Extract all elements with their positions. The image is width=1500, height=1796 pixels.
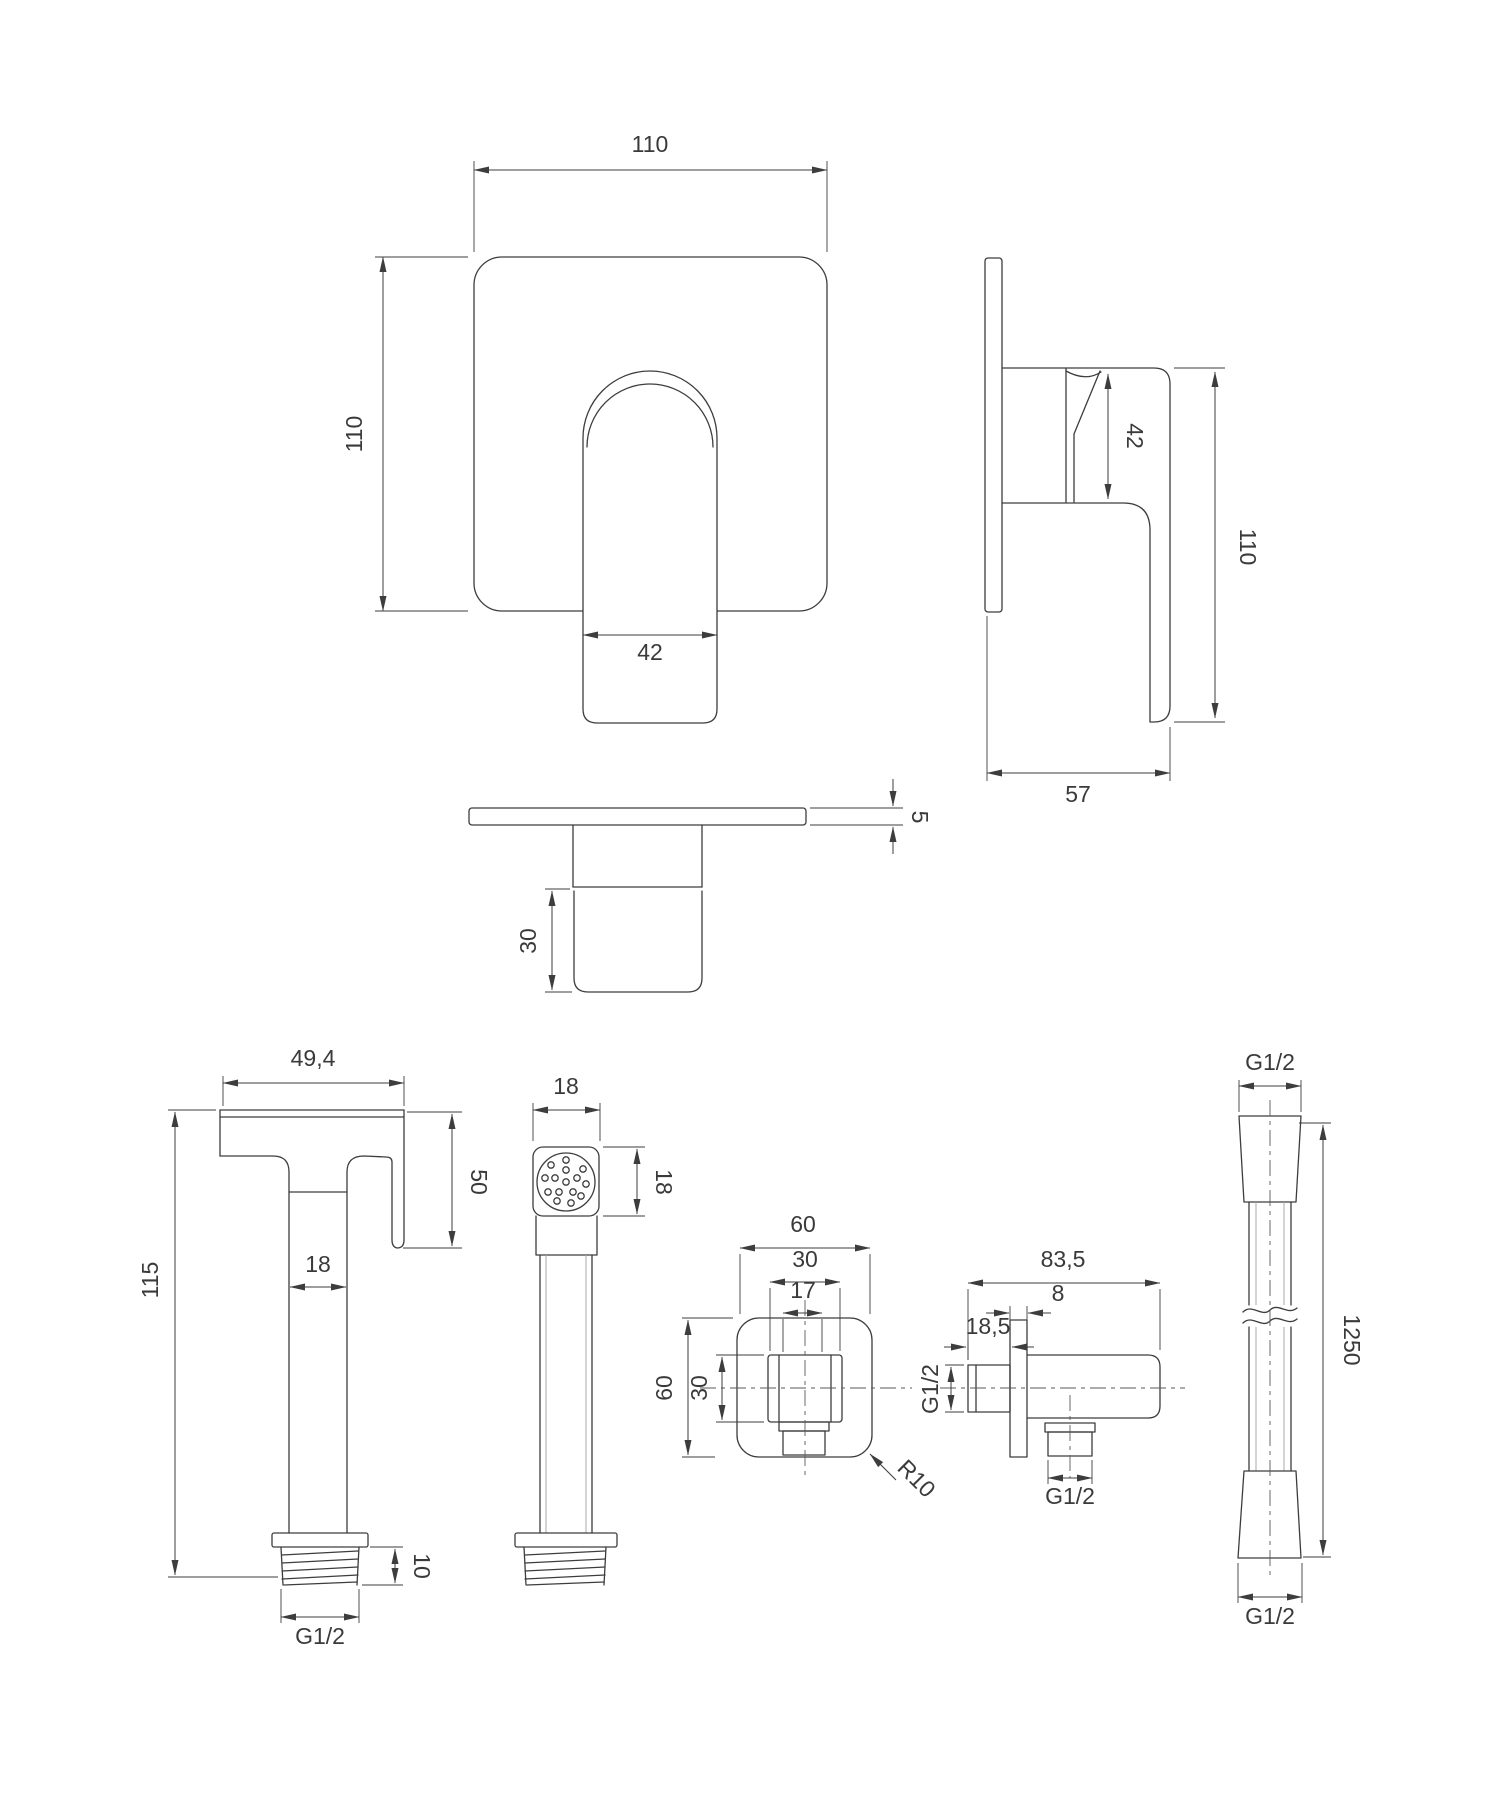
dim-handle-label: 42 — [637, 639, 663, 665]
dim-boss-height-label: 30 — [686, 1375, 712, 1401]
elbow-body-side — [1027, 1355, 1160, 1418]
sprayer-collar — [272, 1533, 368, 1547]
spray-face — [537, 1153, 595, 1211]
dim-head-width-label: 49,4 — [290, 1045, 336, 1071]
elbow-outlet-step — [779, 1422, 829, 1431]
dim-width-label: 60 — [790, 1211, 816, 1237]
sprayer-front-view — [515, 1073, 677, 1585]
hose-view — [1238, 1049, 1365, 1629]
dim-thickness-label: 5 — [907, 810, 933, 824]
handle-neck-slant — [1074, 371, 1100, 502]
sprayer-side-view — [137, 1045, 492, 1649]
sprayer-body-highlight — [546, 1255, 586, 1533]
elbow-side-view — [917, 1246, 1185, 1509]
dim-inlet-label: 18,5 — [965, 1313, 1011, 1339]
elbow-flange-front — [737, 1318, 872, 1457]
dim-handle-depth-label: 30 — [515, 928, 541, 954]
handle-top-view-cap — [574, 891, 702, 992]
elbow-inlet-thread — [968, 1365, 1010, 1412]
dim-thread-label: G1/2 — [295, 1623, 345, 1649]
dim-height-label: 110 — [341, 415, 367, 453]
mixer-top-view — [469, 779, 933, 992]
sprayer-body-front — [540, 1255, 592, 1533]
dim-head-height-label: 18 — [651, 1169, 677, 1195]
mixer-plate-side — [985, 258, 1002, 612]
sprayer-neck — [536, 1216, 597, 1255]
dim-total-height-label: 110 — [1235, 528, 1261, 566]
dim-length-label: 1250 — [1339, 1314, 1365, 1366]
sprayer-hook — [347, 1110, 404, 1533]
dim-handle-height-label: 42 — [1122, 423, 1148, 449]
dim-body-width-label: 18 — [305, 1251, 331, 1277]
mixer-front-view — [341, 131, 827, 723]
sprayer-collar-front — [515, 1533, 617, 1547]
elbow-front-view — [651, 1211, 941, 1502]
dim-bottom-thread-label: G1/2 — [1245, 1603, 1295, 1629]
hose-top-nut — [1239, 1116, 1301, 1202]
mixer-handle-side — [1002, 368, 1170, 722]
elbow-outlet-front — [783, 1431, 825, 1455]
radius-leader — [870, 1454, 896, 1480]
hose-bottom-nut — [1238, 1471, 1301, 1558]
dim-boss-width-label: 30 — [792, 1246, 818, 1272]
sprayer-thread — [281, 1547, 359, 1585]
handle-neck-arc — [1066, 371, 1101, 377]
mixer-side-view — [985, 258, 1261, 807]
dim-inlet-thread-label: G1/2 — [917, 1364, 943, 1414]
dim-thread-length-label: 10 — [409, 1553, 435, 1579]
plate-top-view — [469, 808, 806, 825]
dim-hook-label: 50 — [466, 1169, 492, 1195]
dim-total-height-label: 115 — [137, 1261, 163, 1299]
dim-outlet-width-label: 17 — [790, 1277, 816, 1303]
dim-flange-label: 8 — [1051, 1280, 1065, 1306]
mixer-handle-front — [583, 371, 717, 723]
dim-total-width-label: 83,5 — [1040, 1246, 1086, 1272]
dim-radius-label: R10 — [892, 1454, 941, 1503]
dim-outlet-thread-label: G1/2 — [1045, 1483, 1095, 1509]
spray-holes — [542, 1157, 589, 1206]
dim-top-thread-label: G1/2 — [1245, 1049, 1295, 1075]
dim-width-label: 110 — [631, 131, 669, 157]
sprayer-thread-front — [524, 1547, 606, 1585]
dim-head-width-label: 18 — [553, 1073, 579, 1099]
elbow-flange-side — [1010, 1320, 1027, 1457]
sprayer-body-left — [220, 1156, 289, 1533]
dim-depth-label: 57 — [1065, 781, 1091, 807]
dim-height-label: 60 — [651, 1375, 677, 1401]
